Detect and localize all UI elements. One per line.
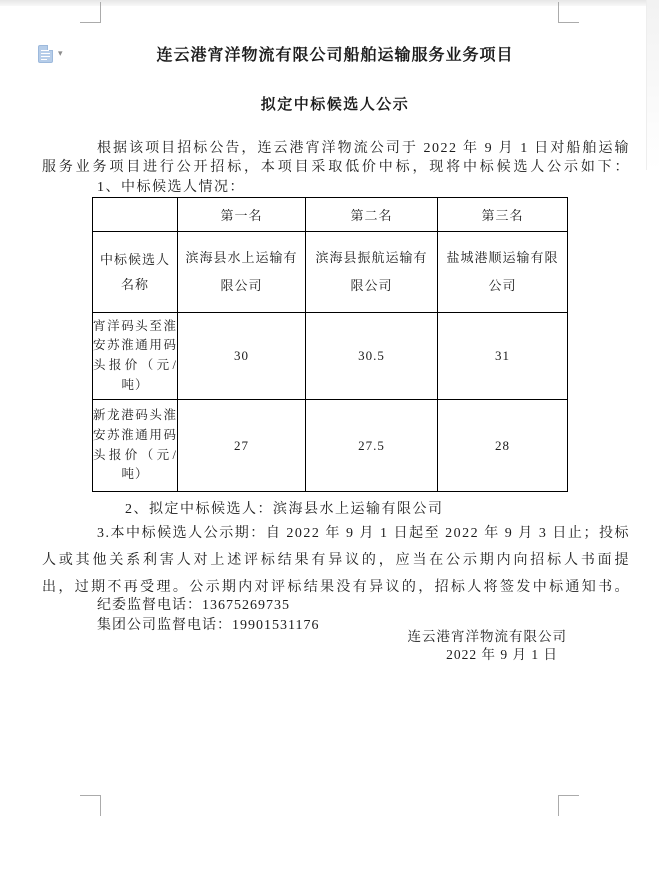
- row-label-cell: [93, 232, 178, 313]
- price-cell: 31: [438, 313, 568, 400]
- cell-line: 名称: [120, 277, 149, 292]
- crop-mark-top-left: [80, 22, 101, 23]
- document-subtitle: 拟定中标候选人公示: [260, 97, 410, 113]
- paragraph-line: 人或其他关系利害人对上述评标结果有异议的，应当在公示期内向招标人书面提: [42, 553, 630, 568]
- cell-line: 滨海县振航运输有: [315, 250, 428, 265]
- list-item-2: 2、拟定中标候选人：滨海县水上运输有限公司: [125, 502, 444, 517]
- cell-line: 限公司: [350, 278, 393, 293]
- window-right-edge: [646, 0, 659, 170]
- phone-line-discipline: 纪委监督电话：13675269735: [97, 598, 290, 613]
- table-header-cell-second: 第二名: [306, 198, 438, 232]
- crop-mark-bottom-right: [558, 795, 579, 796]
- crop-mark-bottom-left: [100, 795, 101, 816]
- cell-line: 盐城港顺运输有限: [446, 250, 559, 265]
- cell-line: 滨海县水上运输有: [185, 250, 298, 265]
- price-cell: 27.5: [306, 400, 438, 492]
- table-row-price-xiaoyang: [93, 313, 568, 400]
- candidate-name-cell: [306, 232, 438, 313]
- paragraph-line: 出，过期不再受理。公示期内对评标结果没有异议的，招标人将签发中标通知书。: [42, 580, 630, 595]
- paragraph-line: 根据该项目招标公告，连云港宵洋物流公司于 2022 年 9 月 1 日对船舶运输: [97, 141, 630, 156]
- signature-block: [42, 628, 567, 664]
- table-header-cell-empty: [93, 198, 178, 232]
- price-cell: 27: [178, 400, 306, 492]
- crop-mark-bottom-right: [558, 795, 559, 816]
- candidate-name-cell: [178, 232, 306, 313]
- cell-line: 安苏淮通用码: [93, 427, 177, 442]
- cell-line: 限公司: [220, 278, 263, 293]
- row-label-cell: [93, 400, 178, 492]
- paragraph-publicity-period: [42, 520, 630, 601]
- price-cell: 30.5: [306, 313, 438, 400]
- crop-mark-top-right: [558, 2, 559, 23]
- cell-line: 宵洋码头至淮: [93, 318, 177, 333]
- document-title: 连云港宵洋物流有限公司船舶运输服务业务项目: [156, 47, 514, 64]
- cell-line: 头报价（元/: [93, 447, 177, 462]
- phone-line-group: 集团公司监督电话：19901531176: [97, 617, 320, 633]
- table-header-row: [93, 198, 568, 232]
- cell-line: 吨）: [121, 467, 149, 482]
- price-cell: 30: [178, 313, 306, 400]
- cell-line: 中标候选人: [99, 252, 170, 267]
- cell-line: 安苏淮通用码: [93, 338, 177, 353]
- crop-mark-top-right: [558, 22, 579, 23]
- signature-date: 2022 年 9 月 1 日: [446, 647, 558, 662]
- paragraph-line: 服务业务项目进行公开招标，本项目采取低价中标，现将中标候选人公示如下：: [42, 160, 630, 176]
- list-item-1: 1、中标候选人情况：: [97, 179, 245, 195]
- chevron-down-icon[interactable]: ▾: [58, 48, 63, 59]
- row-label-cell: [93, 313, 178, 400]
- window-top-edge: [0, 0, 659, 6]
- candidate-name-cell: [438, 232, 568, 313]
- price-cell: 28: [438, 400, 568, 492]
- table-header-cell-third: 第三名: [438, 198, 568, 232]
- cell-line: 公司: [488, 278, 517, 293]
- crop-mark-bottom-left: [80, 795, 101, 796]
- crop-mark-top-left: [100, 2, 101, 23]
- paragraph-intro: [42, 139, 630, 197]
- signature-company: 连云港宵洋物流有限公司: [407, 629, 567, 644]
- bid-candidates-table: [92, 197, 568, 492]
- cell-line: 新龙港码头淮: [93, 408, 177, 423]
- paragraph-line: 3.本中标候选人公示期：自 2022 年 9 月 1 日起至 2022 年 9 月 3 日止；投标: [97, 526, 630, 541]
- table-row-price-xinlonggang: [93, 400, 568, 492]
- table-row-candidate-names: [93, 232, 568, 313]
- cell-line: 吨）: [121, 377, 149, 392]
- cell-line: 头报价（元/: [93, 358, 177, 372]
- table-header-cell-first: 第一名: [178, 198, 306, 232]
